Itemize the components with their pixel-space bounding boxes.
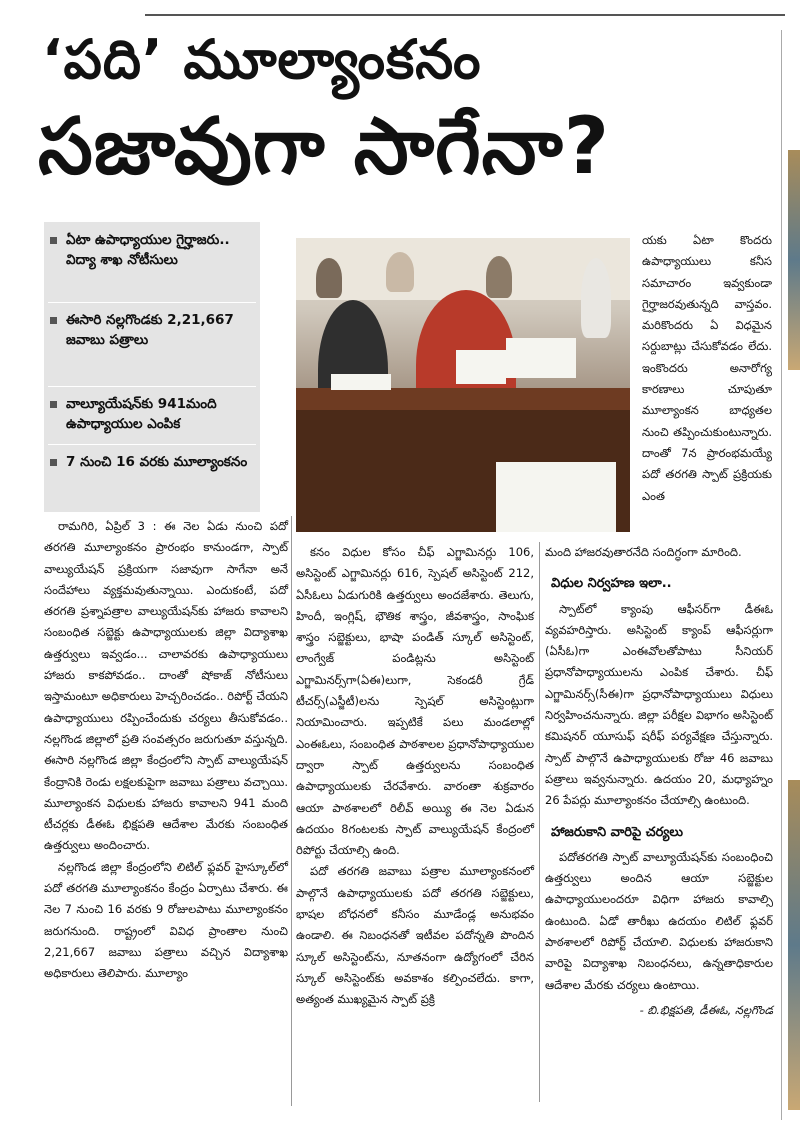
adjacent-photo-fragment [788,150,800,370]
article-column-1 [44,516,288,985]
adjacent-column-edge [781,30,800,1120]
column-rule [539,542,540,1102]
photo-paper [456,350,506,384]
bullet-icon [50,459,57,466]
divider [48,302,256,303]
photo-figure [581,258,611,338]
paragraph: పదోతరగతి స్పాట్ వాల్యూయేషన్‌కు సంబంధించి ఉత్తర్వులు అందిన ఆయా సబ్జెక్టుల ఉపాధ్యాయులందరూ విధిగా హాజరు కావాల్సి ఉంటుంది. ఏడో తారీఖు ఉదయం లిటిల్ ఫ్లవర్ పాఠశాలలో రిపోర్ట్ చేయాలి. విధులకు హాజరుకాని వారిపై విద్యాశాఖ నిబంధనలు, ఉన్నతాధికారుల ఆదేశాల మేరకు చర్యలు ఉంటాయి. [545,849,773,992]
highlight-item: ఈసారి నల్లగొండకు 2,21,667 జవాబు పత్రాలు [66,310,256,350]
photo-paper [331,374,391,390]
paragraph: నల్లగొండ జిల్లా కేంద్రంలోని లిటిల్ ఫ్లవర్ హైస్కూల్‌లో పదో తరగతి మూల్యాంకనం కేంద్రం ఏర్పాటు చేశారు. ఈ నెల 7 నుంచి 16 వరకు 9 రోజులపాటు మూల్యాంకనం జరుగనుంది. రాష్ట్రంలో వివిధ ప్రాంతాల నుంచి 2,21,667 జవాబు పత్రాలు వచ్చిన విద్యాశాఖ అధికారులు తెలిపారు. మూల్యాం [44,859,288,981]
column-rule [291,516,292,1106]
subheading: హాజరుకాని వారిపై చర్యలు [551,824,684,840]
headline-line-1: ‘పది’ మూల్యాంకనం [42,28,482,91]
photo-figure [316,258,342,298]
photo-paper [506,338,576,378]
highlights-box [44,222,260,512]
exam-hall-photo [296,238,630,532]
photo-paper [496,462,616,532]
highlight-item: 7 నుంచి 16 వరకు మూల్యాంకనం [66,452,256,472]
byline: - బి.భిక్షపతి, డీఈఓ, నల్లగొండ [639,1002,773,1017]
top-rule [145,14,785,16]
divider [48,386,256,387]
highlight-item: ఏటా ఉపాధ్యాయుల గైర్హాజరు.. విద్యా శాఖ నోటీసులు [66,230,256,270]
photo-figure [486,256,512,298]
adjacent-photo-fragment-lower [788,780,800,1110]
article-column-2 [296,542,534,1011]
paragraph: పదో తరగతి జవాబు పత్రాల మూల్యాంకనంలో పాల్గొనే ఉపాధ్యాయులకు పదో తరగతి సబ్జెక్టులు, భాషల బోధనలో కనీసం మూడేండ్ల అనుభవం ఉండాలి. ఈ నిబంధనతో ఇటీవల పదోన్నతి పొందిన స్కూల్ అసిస్టెంట్‌ను, నూతనంగా ఉద్యోగంలో చేరిన స్కూల్ అసిస్టెంట్‌కు అవకాశం కల్పించలేదు. కాగా, అత్యంత ముఖ్యమైన స్పాట్ ప్రక్రి [296,864,534,1007]
bullet-icon [50,237,57,244]
bullet-icon [50,401,57,408]
highlight-item: వాల్యూయేషన్‌కు 941మంది ఉపాధ్యాయుల ఎంపిక [66,394,256,434]
paragraph: స్పాట్‌లో క్యాంపు ఆఫీసర్‌గా డీఈఓ వ్యవహరిస్తారు. అసిస్టెంట్ క్యాంప్ ఆఫీసర్లుగా (ఏసీఓ)గా ఎంఈవోలతోపాటు సీనియర్ ప్రధానోపాధ్యాయులను ఎంపిక చేశారు. చీఫ్ ఎగ్జామినర్స్(సీఈ)గా ప్రధానోపాధ్యాయులు విధులు నిర్వహించనున్నారు. జిల్లా పరీక్షల విభాగం అసిస్టెంట్ కమిషనర్ యూసుఫ్ షరీఫ్ పర్యవేక్షణ చేస్తున్నారు. స్పాట్ పాల్గొనే ఉపాధ్యాయులకు రోజు 46 జవాబు పత్రాలు ఇవ్వనున్నారు. ఉదయం 20, మధ్యాహ్నం 26 పేపర్లు మూల్యాంకనం చేయాల్సి ఉంటుంది. [545,601,773,808]
photo-desk [296,388,630,410]
headline-line-2: సజావుగా సాగేనా? [38,102,610,192]
divider [48,444,256,445]
photo-figure [386,252,414,292]
subheading: విధుల నిర్వహణ ఇలా.. [551,576,672,592]
bullet-icon [50,317,57,324]
article-column-3 [545,542,773,1021]
paragraph: కనం విధుల కోసం చీఫ్ ఎగ్జామినర్లు 106, అసిస్టెంట్ ఎగ్జామినర్లు 616, స్పెషల్ అసిస్టెంట్ 212, ఏసీఓలు ఏడుగురికి ఉత్తర్వులు అందజేశారు. తెలుగు, హిందీ, ఇంగ్లిష్, భౌతిక శాస్త్రం, జీవశాస్త్రం, సాంఘిక శాస్త్రం సబ్జెక్టులు, భాషా పండిత్ స్కూల్ అసిస్టెంట్, లాంగ్వేజ్ పండిట్లను అసిస్టెంట్ ఎగ్జామినర్స్‌గా(ఏఈ)లుగా, సెకండరీ గ్రేడ్ టీచర్స్(ఎస్జీటీ)లను స్పెషల్ అసిస్టెంట్లుగా నియామించారు. ఇప్పటికే పలు మండలాల్లో ఎంఈఓలు, సంబంధిత పాఠశాలల ప్రధానోపాధ్యాయుల ద్వారా స్పాట్ ఉత్తర్వులను సంబంధిత ఉపాధ్యాయులకు చేరవేశారు. వారంతా శుక్రవారం ఆయా పాఠశాలలో రిలీవ్ అయ్యి ఈ నెల ఏడున ఉదయం 8గంటలకు స్పాట్ వాల్యుయేషన్ కేంద్రంలో రిపోర్టు చేయాల్సి ఉంది. [296,545,534,858]
paragraph: మంది హాజరవుతారనేది సందిగ్ధంగా మారింది. [545,545,742,559]
column-3-top-text: యకు ఏటా కొందరు ఉపాధ్యాయులు కనీస సమాచారం ఇవ్వకుండా గైర్హాజరవుతున్నది వాస్తవం. మరికొందరు ఏ విధమైన సర్దుబాట్లు చేసుకోవడం లేదు. ఇంకొందరు అనారోగ్య కారణాలు చూపుతూ మూల్యాంకన బాధ్యతల నుంచి తప్పించుకుంటున్నారు. దాంతో 7న ప్రారంభమయ్యే పదో తరగతి స్పాట్ ప్రక్రియకు ఎంత [642,233,772,503]
paragraph: రామగిరి, ఏప్రిల్ 3 : ఈ నెల ఏడు నుంచి పదో తరగతి మూల్యాంకనం ప్రారంభం కానుండగా, స్పాట్ వాల్యుయేషన్ ప్రక్రియగా సజావుగా సాగేనా అనే సందేహాలు వ్యక్తమవుతున్నాయి. ఎందుకంటే, పదో తరగతి ప్రశ్నాపత్రాల వాల్యుయేషన్‌కు హాజరు కావాలని సంబంధిత సబ్జెక్టు ఉపాధ్యాయులకు జిల్లా విద్యాశాఖ ఉత్తర్వులు ఇవ్వడం... చాలావరకు ఉపాధ్యాయులు హాజరు కాకపోవడం.. దాంతో షోకాజ్ నోటీసులు ఇస్తామంటూ అధికారులు హెచ్చరించడం.. రిపోర్ట్ చేయని ఉపాధ్యాయులు రప్పించేందుకు చర్యలు తీసుకోవడం.. నల్లగొండ జిల్లాలో ప్రతి సంవత్సరం జరుగుతూ వస్తున్నది. ఈసారి నల్లగొండ జిల్లా కేంద్రంలోని స్పాట్ వాల్యుయేషన్ కేంద్రానికి రెండు లక్షలకుపైగా జవాబు పత్రాలు వచ్చాయి. మూల్యాంకన విధులకు హాజరు కావాలని 941 మంది టీచర్లకు డీఈఓ భిక్షపతి ఆదేశాల మేరకు సంబంధిత ఉత్తర్వులు అందించారు. [44,519,288,853]
